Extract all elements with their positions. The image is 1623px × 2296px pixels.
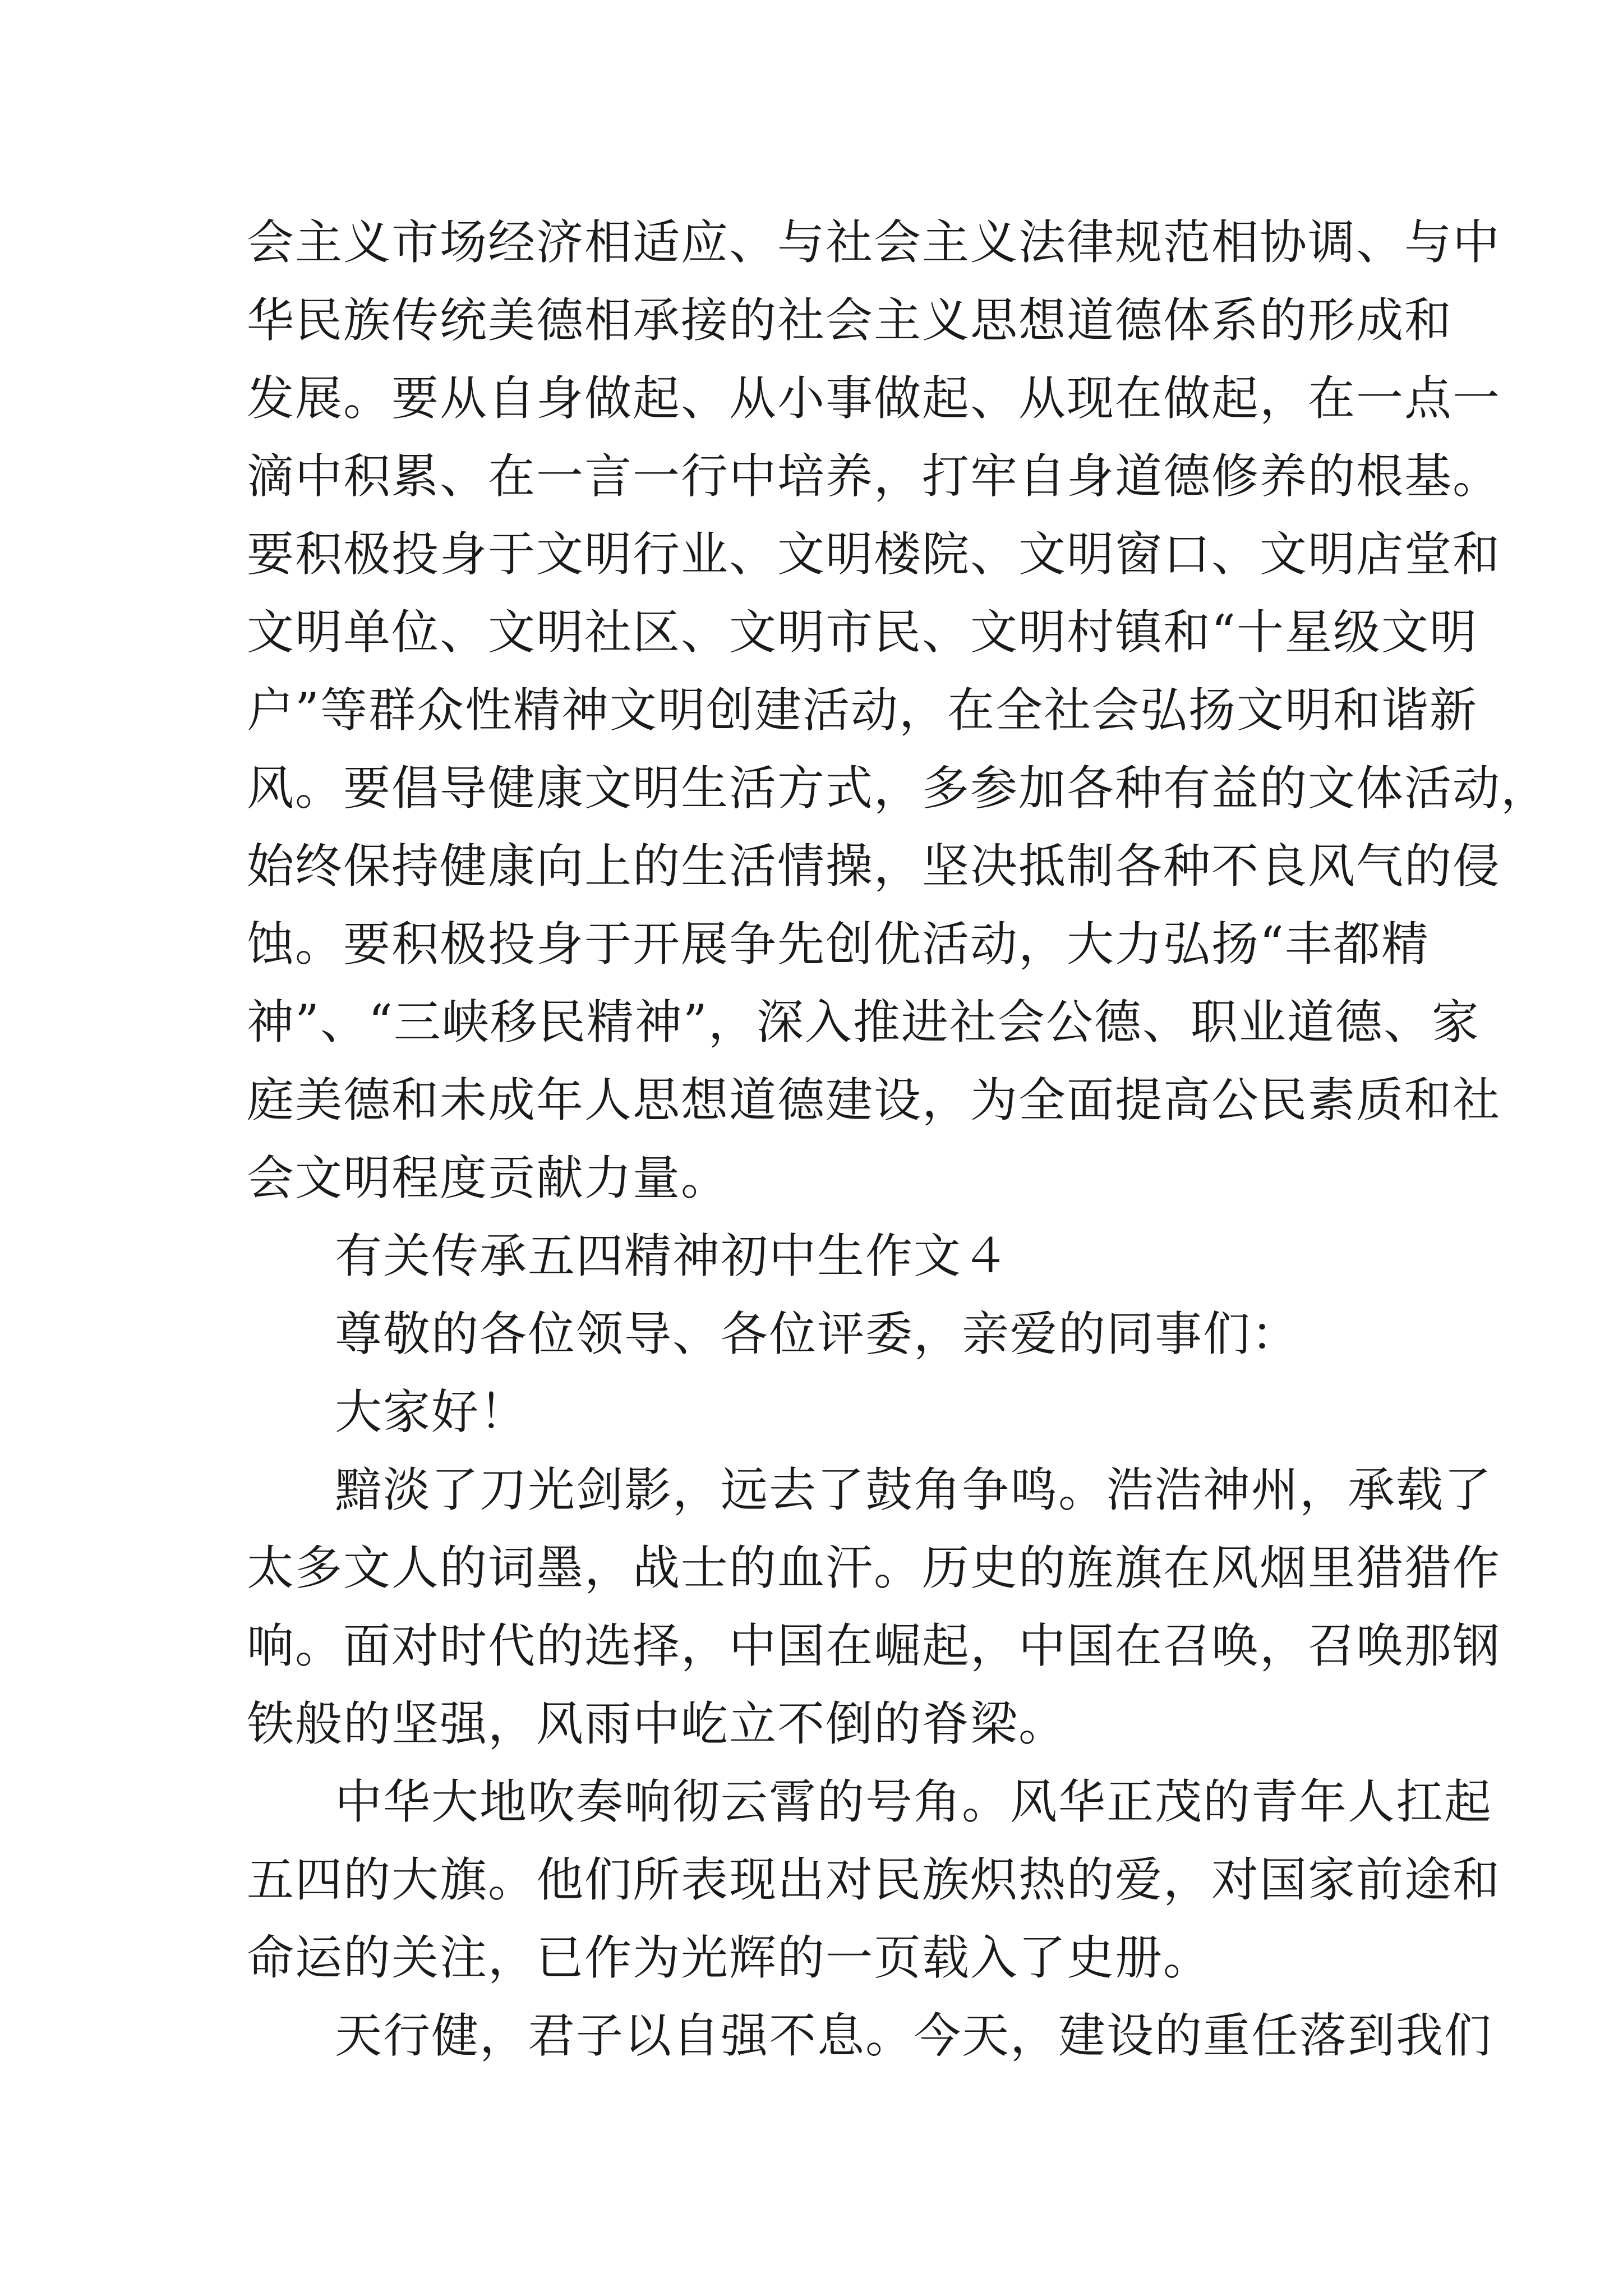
text-line: 五四的大旗。他们所表现出对民族炽热的爱，对国家前途和 <box>247 1852 1501 1907</box>
text-line: 风。要倡导健康文明生活方式，多参加各种有益的文体活动， <box>247 761 1550 816</box>
salutation: 尊敬的各位领导、各位评委，亲爱的同事们： <box>335 1306 1300 1361</box>
paragraph-start: 黯淡了刀光剑影，远去了鼓角争鸣。浩浩神州，承载了 <box>335 1462 1493 1517</box>
paragraph-start: 中华大地吹奏响彻云霄的号角。风华正茂的青年人扛起 <box>335 1774 1493 1829</box>
text-line: 命运的关注，已作为光辉的一页载入了史册。 <box>247 1930 1212 1985</box>
text-line: 华民族传统美德相承接的社会主义思想道德体系的形成和 <box>247 293 1453 348</box>
text-line: 神”、“三峡移民精神”，深入推进社会公德、职业道德、家 <box>247 995 1480 1050</box>
text-line: 文明单位、文明社区、文明市民、文明村镇和“十星级文明 <box>247 605 1478 660</box>
paragraph-start: 天行健，君子以自强不息。今天，建设的重任落到我们 <box>335 2008 1493 2063</box>
text-line: 发展。要从自身做起、从小事做起、从现在做起，在一点一 <box>247 371 1501 426</box>
text-line: 要积极投身于文明行业、文明楼院、文明窗口、文明店堂和 <box>247 527 1501 582</box>
text-line: 太多文人的词墨，战士的血汗。历史的旌旗在风烟里猎猎作 <box>247 1540 1501 1595</box>
text-line: 铁般的坚强，风雨中屹立不倒的脊梁。 <box>247 1696 1067 1751</box>
text-line: 始终保持健康向上的生活情操，坚决抵制各种不良风气的侵 <box>247 839 1501 894</box>
text-line: 会主义市场经济相适应、与社会主义法律规范相协调、与中 <box>247 215 1501 270</box>
greeting: 大家好！ <box>335 1384 528 1439</box>
essay-title: 有关传承五四精神初中生作文４ <box>335 1228 1011 1283</box>
text-line: 户”等群众性精神文明创建活动，在全社会弘扬文明和谐新 <box>247 683 1478 738</box>
text-line: 滴中积累、在一言一行中培养，打牢自身道德修养的根基。 <box>247 449 1501 504</box>
text-line: 庭美德和未成年人思想道德建设，为全面提高公民素质和社 <box>247 1073 1501 1128</box>
text-line: 响。面对时代的选择，中国在崛起，中国在召唤，召唤那钢 <box>247 1618 1501 1673</box>
text-line: 会文明程度贡献力量。 <box>247 1151 730 1205</box>
text-line: 蚀。要积极投身于开展争先创优活动，大力弘扬“丰都精 <box>247 917 1430 972</box>
